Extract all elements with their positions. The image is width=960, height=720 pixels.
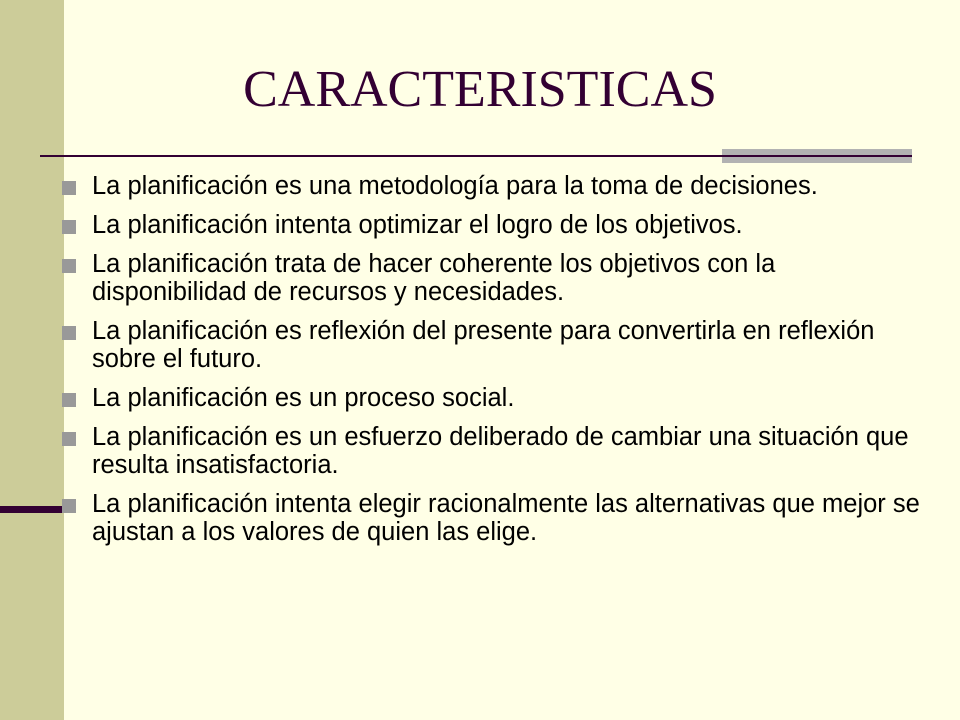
- bullet-text: La planificación intenta optimizar el logro de los objetivos.: [92, 211, 743, 239]
- slide-title: CARACTERISTICAS: [243, 61, 717, 118]
- bullet-item: [62, 250, 922, 306]
- square-bullet-icon: [62, 326, 76, 340]
- square-bullet-icon: [62, 259, 76, 273]
- left-accent-bar: [0, 506, 64, 513]
- square-bullet-icon: [62, 181, 76, 195]
- square-bullet-icon: [62, 220, 76, 234]
- bullet-item: [62, 211, 922, 239]
- bullet-item: [62, 317, 922, 373]
- bullet-item: [62, 490, 922, 546]
- title-underline-rule: [40, 155, 912, 157]
- square-bullet-icon: [62, 432, 76, 446]
- bullet-item: [62, 384, 922, 412]
- bullet-item: [62, 172, 922, 200]
- bullet-text: La planificación es una metodología para la toma de decisiones.: [92, 172, 818, 200]
- bullet-text: La planificación intenta elegir racionalmente las alternativas que mejor se ajustan a los valores de quien las elige.: [92, 490, 920, 546]
- bullet-list: [62, 172, 922, 557]
- square-bullet-icon: [62, 393, 76, 407]
- square-bullet-icon: [62, 499, 76, 513]
- bullet-text: La planificación es un proceso social.: [92, 384, 515, 412]
- bullet-text: La planificación es reflexión del presente para convertirla en reflexión sobre el futuro.: [92, 317, 875, 373]
- bullet-text: La planificación trata de hacer coherente los objetivos con la disponibilidad de recursos y necesidades.: [92, 250, 776, 306]
- bullet-text: La planificación es un esfuerzo deliberado de cambiar una situación que resulta insatisfactoria.: [92, 423, 909, 479]
- bullet-item: [62, 423, 922, 479]
